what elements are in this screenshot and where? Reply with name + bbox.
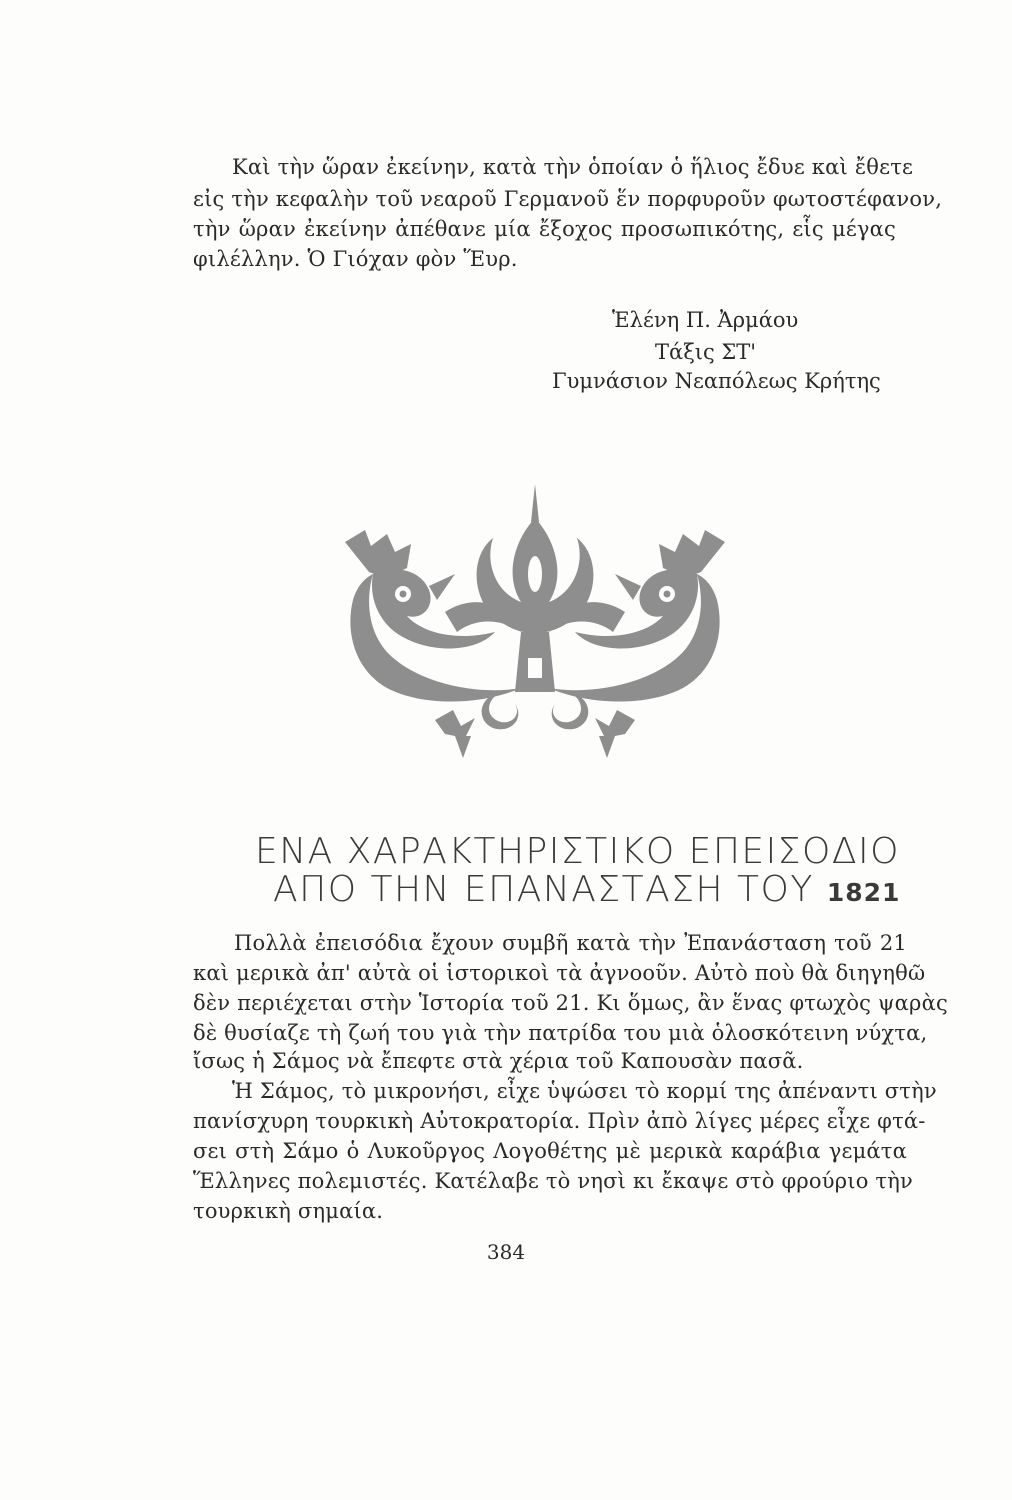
- text-line: δὲν περιέχεται στὴν Ἱστορία τοῦ 21. Κι ὅμως, ἂν ἕνας φτωχὸς ψαρὰς: [193, 991, 948, 1015]
- article-title-line-2: [273, 868, 900, 915]
- text-line: τουρκικὴ σημαία.: [193, 1199, 384, 1223]
- text-line: ἴσως ἡ Σάμος νὰ ἔπεφτε στὰ χέρια τοῦ Καπουσὰν πασᾶ.: [193, 1049, 804, 1073]
- page-number: 384: [486, 1240, 526, 1264]
- text-line: τὴν ὥραν ἐκείνην ἀπέθανε μία ἔξοχος προσωπικότης, εἷς μέγας: [193, 217, 896, 241]
- text-line: Ἕλληνες πολεμιστές. Κατέλαβε τὸ νησὶ κι ἔκαψε στὸ φρούριο τὴν: [193, 1169, 913, 1193]
- text-line: σει στὴ Σάμο ὁ Λυκοῦργος Λογοθέτης μὲ μερικὰ καράβια γεμάτα: [193, 1139, 907, 1163]
- text-line: Καὶ τὴν ὥραν ἐκείνην, κατὰ τὴν ὁποίαν ὁ ἥλιος ἔδυε καὶ ἔθετε: [232, 155, 914, 179]
- author-name: Ἑλένη Π. Ἀρμάου: [612, 308, 799, 332]
- text-line: Ἡ Σάμος, τὸ μικρονήσι, εἶχε ὑψώσει τὸ κορμί της ἀπέναντι στὴν: [232, 1079, 937, 1103]
- author-class: Τάξις ΣΤ': [655, 340, 757, 364]
- text-line: εἰς τὴν κεφαλὴν τοῦ νεαροῦ Γερμανοῦ ἕν πορφυροῦν φωτοστέφανον,: [193, 187, 943, 211]
- article-title-text: ΑΠΟ ΤΗΝ ΕΠΑΝΑΣΤΑΣΗ ΤΟΥ: [273, 869, 814, 910]
- folk-ornament-birds-icon: [325, 482, 745, 764]
- article-title-line-1: ΕΝΑ ΧΑΡΑΚΤΗΡΙΣΤΙΚΟ ΕΠΕΙΣΟΔΙΟ: [255, 831, 900, 872]
- author-school: Γυμνάσιον Νεαπόλεως Κρήτης: [552, 369, 881, 393]
- text-line: Πολλὰ ἐπεισόδια ἔχουν συμβῆ κατὰ τὴν Ἐπανάσταση τοῦ 21: [234, 931, 907, 955]
- text-line: καὶ μερικὰ ἀπ' αὐτὰ οἱ ἱστορικοὶ τὰ ἀγνοοῦν. Αὐτὸ ποὺ θὰ διηγηθῶ: [193, 961, 926, 985]
- article-title-year: 1821: [826, 878, 901, 907]
- text-line: πανίσχυρη τουρκικὴ Αὐτοκρατορία. Πρὶν ἀπὸ λίγες μέρες εἶχε φτά-: [193, 1109, 926, 1133]
- text-line: δὲ θυσίαζε τὴ ζωή του γιὰ τὴν πατρίδα του μιὰ ὁλοσκότεινη νύχτα,: [193, 1021, 928, 1045]
- text-line: φιλέλλην. Ὁ Γιόχαν φὸν Ἕυρ.: [193, 247, 518, 271]
